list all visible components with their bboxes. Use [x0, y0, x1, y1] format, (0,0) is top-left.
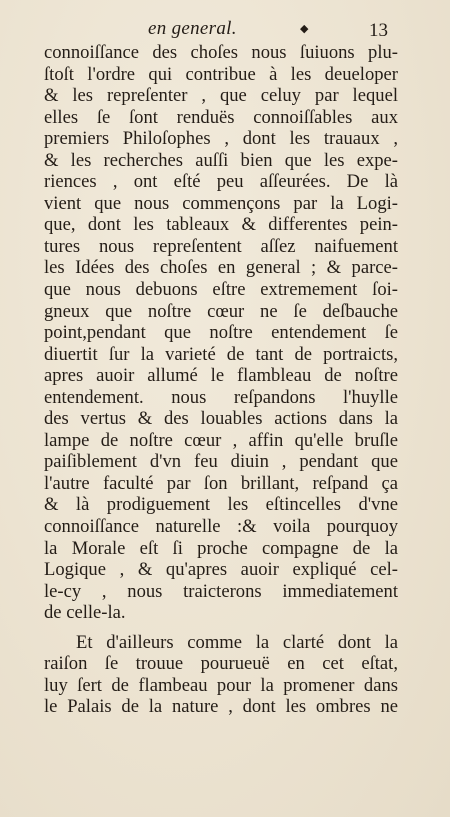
- text-line: connoiſſance naturelle :& voila pourquoy: [44, 516, 398, 538]
- text-line: paiſiblement d'vn feu diuin , pendant que: [44, 451, 398, 473]
- text-line: apres auoir allumé le flambleau de noſtre: [44, 365, 398, 387]
- text-line: premiers Philoſophes , dont les trauaux ,: [44, 128, 398, 150]
- body-text: [44, 42, 398, 718]
- paragraph: [44, 42, 398, 624]
- text-line: & les repreſenter , que celuy par lequel: [44, 85, 398, 107]
- text-line: point,pendant que noſtre entendement ſe: [44, 322, 398, 344]
- text-line: des vertus & des louables actions dans la: [44, 408, 398, 430]
- text-line: diuertit ſur la varieté de tant de portraicts,: [44, 343, 398, 365]
- text-line: que, dont les tableaux & differentes pein-: [44, 214, 398, 236]
- text-line: que nous debuons eſtre extremement ſoi-: [44, 279, 398, 301]
- text-line: elles ſe ſont renduës connoiſſables aux: [44, 106, 398, 128]
- text-line: luy ſert de flambeau pour la promener dans: [44, 674, 398, 696]
- text-line: gneux que noſtre cœur ne ſe deſbauche: [44, 300, 398, 322]
- paragraph: [44, 632, 398, 718]
- text-line: vient que nous commençons par la Logi-: [44, 192, 398, 214]
- text-line: & là prodiguement les eſtincelles d'vne: [44, 494, 398, 516]
- text-line: de celle-la.: [44, 602, 126, 624]
- running-head: en general.: [148, 18, 237, 39]
- text-line: la Morale eſt ſi proche compagne de la: [44, 537, 398, 559]
- paragraph-break: [44, 624, 398, 632]
- text-line: ſtoſt l'ordre qui contribue à les deueloper: [44, 63, 398, 85]
- page-number: 13: [369, 20, 388, 41]
- text-line: l'autre faculté par ſon brillant, reſpand ça: [44, 472, 398, 494]
- text-line: Et d'ailleurs comme la clarté dont la: [76, 631, 398, 653]
- text-line: le Palais de la nature , dont les ombres ne: [44, 696, 398, 718]
- text-line: lampe de noſtre cœur , affin qu'elle bruſle: [44, 429, 398, 451]
- text-line: entendement. nous reſpandons l'huylle: [44, 386, 398, 408]
- ornament-icon: ◆: [300, 23, 309, 35]
- text-line: les Idées des choſes en general ; & parce-: [44, 257, 398, 279]
- text-line: le-cy , nous traicterons immediatement: [44, 580, 398, 602]
- text-line: Logique , & qu'apres auoir expliqué cel-: [44, 559, 398, 581]
- text-line: connoiſſance des choſes nous ſuiuons plu-: [44, 42, 398, 63]
- text-line: tures nous repreſentent aſſez naifuement: [44, 235, 398, 257]
- text-line: & les recherches auſſi bien que les expe-: [44, 149, 398, 171]
- text-line: raiſon ſe trouue pourueuë en cet eſtat,: [44, 653, 398, 675]
- text-line: riences , ont eſté peu aſſeurées. De là: [44, 171, 398, 193]
